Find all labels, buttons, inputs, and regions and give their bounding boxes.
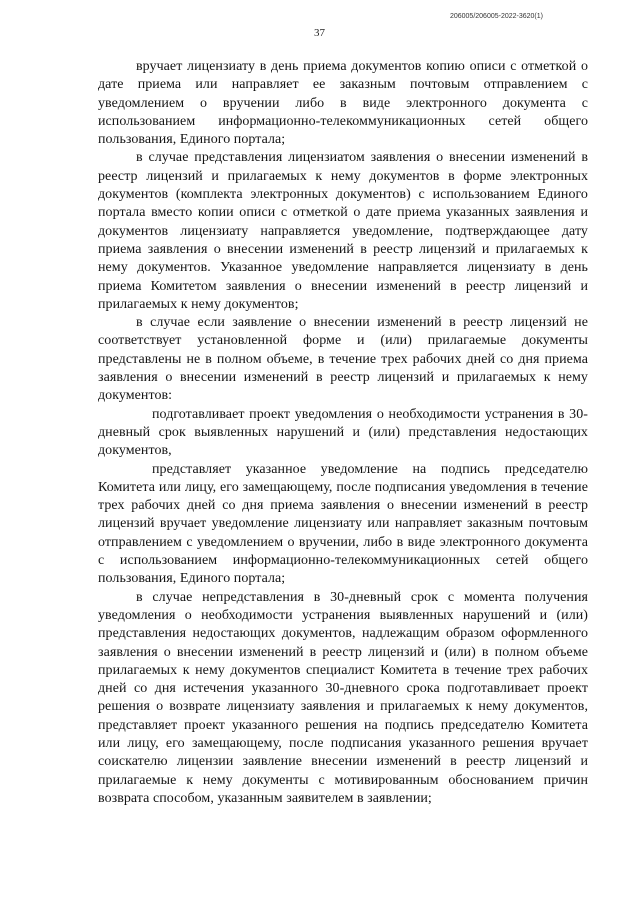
page-number: 37: [314, 27, 325, 39]
document-id: 206005/206005-2022-3620(1): [449, 13, 543, 20]
paragraph: вручает лицензиату в день приема документов копию описи с отметкой о дате приема или направляет ее заказным почтовым отправлением с уведомлением о вручении либо в виде электронного документа с использованием информационно-телекоммуникационных сетей общего пользования, Единого портала;: [98, 59, 588, 148]
paragraph: в случае представления лицензиатом заявления о внесении изменений в реестр лицензий и прилагаемых к нему документов в форме электронных документов (комплекта электронных документов) с использованием Единого портала вместо копии описи с отметкой о дате приема указанных заявления и документов лицензиату направляется уведомление, подтверждающее дату приема заявления о внесении изменений в реестр лицензий и прилагаемых к нему документов. Указанное уведомление направляется лицензиату в день приема Комитетом заявления о внесении изменений в реестр лицензий и прилагаемых к нему документов;: [98, 150, 588, 312]
document-body: [98, 58, 588, 808]
paragraph: в случае непредставления в 30-дневный срок с момента получения уведомления о необходимости устранения выявленных нарушений и (или) представления недостающих документов, надлежащим образом оформленного заявления о внесении изменений в реестр лицензий и (или) в полном объеме прилагаемых к нему документов специалист Комитета в течение трех рабочих дней со дня истечения указанного 30-дневного срока подготавливает проект решения о возврате лицензиату заявления и прилагаемых к нему документов, представляет проект указанного решения на подпись председателю Комитета или лицу, его замещающему, после подписания указанного решения вручает соискателю лицензии заявление внесении изменений в реестр лицензий и прилагаемые к нему документы с мотивированным обоснованием причин возврата способом, указанным заявителем в заявлении;: [98, 589, 588, 806]
paragraph: представляет указанное уведомление на подпись председателю Комитета или лицу, его замещающему, после подписания уведомления в течение трех рабочих дней со дня приема заявления о внесении изменений в реестр лицензий вручает уведомление лицензиату или направляет заказным почтовым отправлением с уведомлением о вручении, либо в виде электронного документа с использованием информационно-телекоммуникационных сетей общего пользования, Единого портала;: [98, 461, 588, 587]
paragraph: подготавливает проект уведомления о необходимости устранения в 30-дневный срок выявленных нарушений и (или) представления недостающих документов,: [98, 406, 588, 459]
paragraph: в случае если заявление о внесении изменений в реестр лицензий не соответствует установленной форме и (или) прилагаемые документы представлены не в полном объеме, в течение трех рабочих дней со дня приема заявления о внесении изменений в реестр лицензий и прилагаемых к нему документов:: [98, 315, 588, 404]
